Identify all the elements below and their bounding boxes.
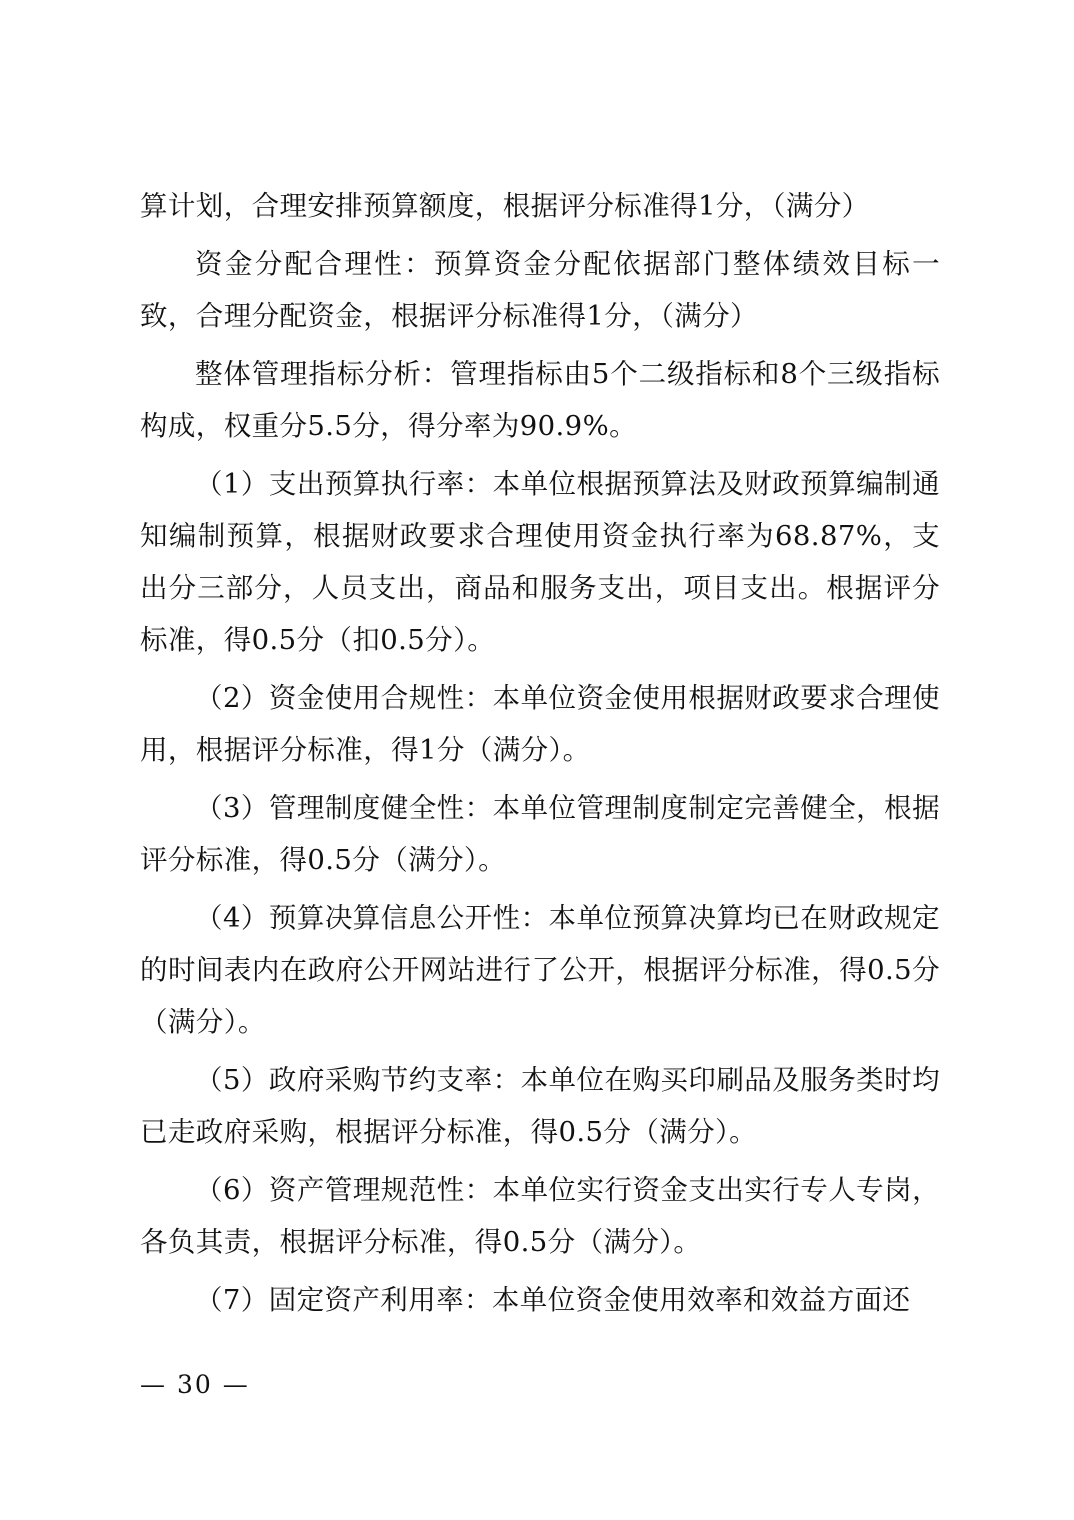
paragraph: （3）管理制度健全性：本单位管理制度制定完善健全，根据评分标准，得0.5分（满分）。 [140,792,940,876]
paragraph: （1）支出预算执行率：本单位根据预算法及财政预算编制通知编制预算，根据财政要求合理使用资金执行率为68.87%，支出分三部分，人员支出，商品和服务支出，项目支出。根据评分标准，得0.5分（扣0.5分）。 [140,468,940,656]
paragraph: 算计划，合理安排预算额度，根据评分标准得1分，（满分） [140,190,870,222]
paragraph: （6）资产管理规范性：本单位实行资金支出实行专人专岗，各负其责，根据评分标准，得0.5分（满分）。 [140,1174,940,1258]
paragraph: （2）资金使用合规性：本单位资金使用根据财政要求合理使用，根据评分标准，得1分（满分）。 [140,682,940,766]
paragraph: （7）固定资产利用率：本单位资金使用效率和效益方面还 [195,1284,911,1316]
page-number: — 30 — [140,1370,250,1399]
paragraph: 整体管理指标分析：管理指标由5个二级指标和8个三级指标构成，权重分5.5分，得分率为90.9%。 [140,358,940,442]
page-body-text [140,180,940,1332]
paragraph: （5）政府采购节约支率：本单位在购买印刷品及服务类时均已走政府采购，根据评分标准，得0.5分（满分）。 [140,1064,940,1148]
paragraph: 资金分配合理性：预算资金分配依据部门整体绩效目标一致，合理分配资金，根据评分标准得1分，（满分） [140,248,940,332]
paragraph: （4）预算决算信息公开性：本单位预算决算均已在财政规定的时间表内在政府公开网站进行了公开，根据评分标准，得0.5分（满分）。 [140,902,940,1038]
